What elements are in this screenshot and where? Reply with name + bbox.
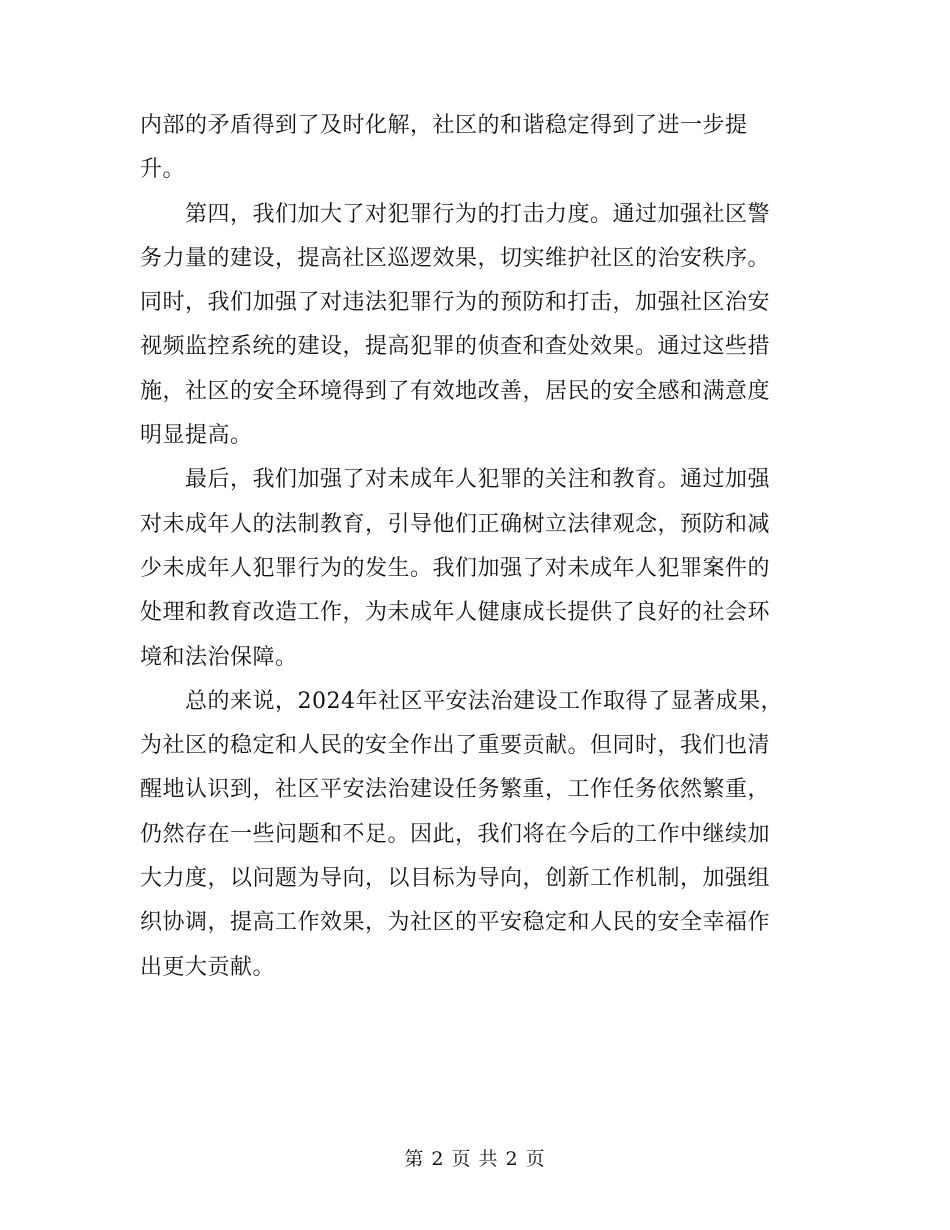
- text-line: 视频监控系统的建设，提高犯罪的侦查和查处效果。通过这些措: [140, 334, 771, 360]
- text-line: 醒地认识到，社区平安法治建设任务繁重，工作任务依然繁重，: [140, 777, 771, 803]
- text-line: 最后，我们加强了对未成年人犯罪的关注和教育。通过加强: [140, 467, 771, 493]
- text-line: 出更大贡献。: [140, 954, 276, 980]
- text-line: 总的来说，2024年社区平安法治建设工作取得了显著成果，: [140, 688, 783, 714]
- text-line: 务力量的建设，提高社区巡逻效果，切实维护社区的治安秩序。: [140, 245, 771, 271]
- text-line: 明显提高。: [140, 423, 253, 449]
- text-line: 境和法治保障。: [140, 644, 298, 670]
- body-text: [140, 104, 810, 990]
- text-line: 同时，我们加强了对违法犯罪行为的预防和打击，加强社区治安: [140, 290, 771, 316]
- text-line: 仍然存在一些问题和不足。因此，我们将在今后的工作中继续加: [140, 821, 771, 847]
- text-line: 大力度，以问题为导向，以目标为导向，创新工作机制，加强组: [140, 866, 771, 892]
- text-line: 少未成年人犯罪行为的发生。我们加强了对未成年人犯罪案件的: [140, 555, 771, 581]
- text-line: 为社区的稳定和人民的安全作出了重要贡献。但同时，我们也清: [140, 733, 771, 759]
- text-line: 织协调，提高工作效果，为社区的平安稳定和人民的安全幸福作: [140, 910, 771, 936]
- text-line: 内部的矛盾得到了及时化解，社区的和谐稳定得到了进一步提: [140, 113, 748, 138]
- text-line: 处理和教育改造工作，为未成年人健康成长提供了良好的社会环: [140, 600, 771, 626]
- text-line: 第四，我们加大了对犯罪行为的打击力度。通过加强社区警: [140, 201, 771, 227]
- text-line: 升。: [140, 157, 186, 183]
- page-number-footer: 第 2 页 共 2 页: [404, 1148, 546, 1170]
- text-line: 对未成年人的法制教育，引导他们正确树立法律观念，预防和减: [140, 511, 771, 537]
- text-line: 施，社区的安全环境得到了有效地改善，居民的安全感和满意度: [140, 378, 771, 404]
